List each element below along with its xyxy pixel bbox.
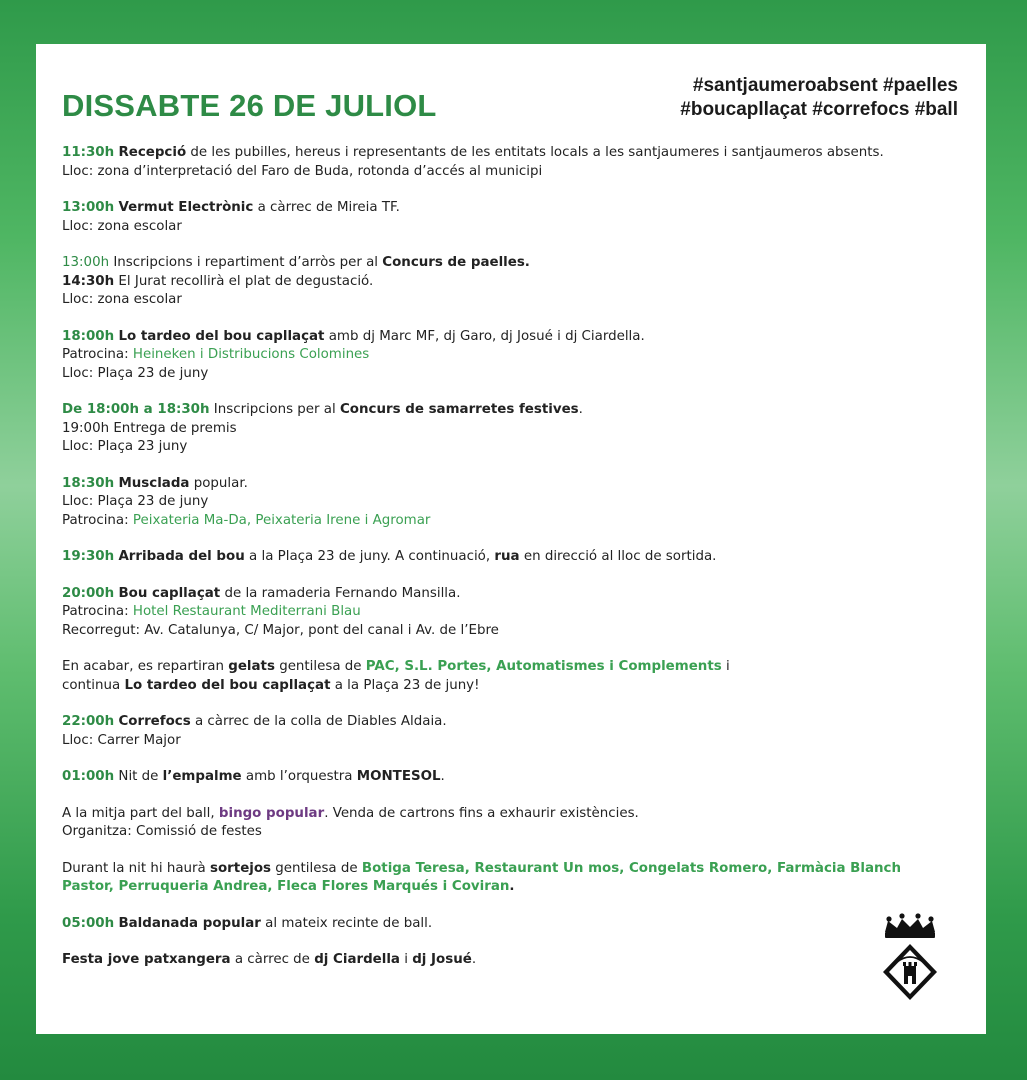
event-vermut <box>62 199 967 236</box>
event-desc: popular. <box>189 475 248 491</box>
event-desc: Durant la nit hi haurà <box>62 860 211 876</box>
municipal-crest-icon <box>880 912 940 1004</box>
page-title: DISSABTE 26 DE JULIOL <box>62 88 437 123</box>
event-desc: a la Plaça 23 de juny. A continuació, <box>244 549 495 564</box>
event-end: . <box>578 402 583 417</box>
event-place: Lloc: zona d’interpretació del Faro de Buda, rotonda d’accés al municipi <box>62 163 543 179</box>
event-desc: a càrrec de <box>230 952 315 967</box>
event-time: 13:00h <box>62 200 115 215</box>
event-tardeo <box>62 328 967 384</box>
event-place: Lloc: Carrer Major <box>62 732 181 748</box>
event-gelats <box>62 658 967 695</box>
event-desc: de la ramaderia Fernando Mansilla. <box>220 585 461 601</box>
event-time: 19:30h <box>62 549 115 564</box>
event-desc: Nit de <box>114 769 163 784</box>
event-time: 01:00h <box>62 769 115 784</box>
event-name: Bou capllaçat <box>118 585 221 601</box>
event-desc: al mateix recinte de ball. <box>260 915 433 931</box>
event-time: 18:30h <box>62 475 115 491</box>
event-desc: a càrrec de Mireia TF. <box>253 200 400 215</box>
event-time: 22:00h <box>62 714 115 729</box>
sponsor-label: Patrocina: <box>62 347 133 362</box>
event-name: Musclada <box>118 475 190 491</box>
event-sortejos <box>62 860 967 897</box>
event-desc-post-2: a la Plaça 23 de juny! <box>330 677 480 693</box>
event-end: . <box>440 769 445 784</box>
event-name: Baldanada popular <box>118 915 261 931</box>
event-name-2: MONTESOL <box>356 769 441 784</box>
sponsor-name: PAC, S.L. Portes, Automatismes i Complements <box>365 659 722 674</box>
event-end: . <box>509 879 515 894</box>
event-time-2: 14:30h <box>62 273 115 289</box>
event-name: Correfocs <box>118 714 191 729</box>
event-time: De 18:00h a 18:30h <box>62 402 210 417</box>
event-name-2: dj Ciardella <box>314 952 400 967</box>
event-desc-mid: i <box>399 952 413 967</box>
event-paelles <box>62 254 967 310</box>
event-time: 20:00h <box>62 585 115 601</box>
event-desc: de les pubilles, hereus i representants de les entitats locals a les santjaumeres i santjaumeros absents. <box>186 145 884 160</box>
event-desc-2: amb l’orquestra <box>241 769 357 784</box>
event-bou <box>62 585 967 641</box>
event-place: Lloc: Plaça 23 juny <box>62 439 188 454</box>
event-desc-2: en direcció al lloc de sortida. <box>519 549 717 564</box>
event-name: bingo popular <box>218 805 325 821</box>
sponsor-label: Patrocina: <box>62 512 133 528</box>
event-name: Arribada del bou <box>118 549 245 564</box>
event-desc-mid: gentilesa de <box>274 659 366 674</box>
event-name: Lo tardeo del bou capllaçat <box>118 328 325 344</box>
sponsor-name: Botiga Teresa, Restaurant Un mos, Congelats Romero, Farmàcia Blanch <box>361 860 902 876</box>
event-name: Festa jove patxangera <box>62 952 231 967</box>
hashtags <box>680 74 958 122</box>
event-name: Recepció <box>118 145 187 160</box>
event-desc-post: i <box>721 659 730 674</box>
event-empalme <box>62 768 967 787</box>
event-desc: Inscripcions per al <box>209 402 340 417</box>
sponsor-name: Peixateria Ma-Da, Peixateria Irene i Agromar <box>132 512 431 528</box>
event-name-3: dj Josué <box>412 952 472 967</box>
event-arribada <box>62 548 967 567</box>
event-route: Recorregut: Av. Catalunya, C/ Major, pont del canal i Av. de l’Ebre <box>62 622 499 638</box>
event-samarretes <box>62 401 967 457</box>
event-place: Lloc: zona escolar <box>62 292 182 307</box>
event-baldanada <box>62 915 967 934</box>
event-bingo <box>62 805 967 842</box>
event-name: sortejos <box>210 860 272 876</box>
event-place: Lloc: Plaça 23 de juny <box>62 494 209 509</box>
sponsor-name: Heineken i Distribucions Colomines <box>132 347 370 362</box>
event-end: . <box>471 952 477 967</box>
sponsor-name-2: Pastor, Perruqueria Andrea, Fleca Flores Marqués i Coviran <box>62 879 510 894</box>
event-desc: amb dj Marc MF, dj Garo, dj Josué i dj Ciardella. <box>324 328 645 344</box>
event-reception <box>62 144 967 181</box>
event-name: l’empalme <box>162 769 242 784</box>
sponsor-name: Hotel Restaurant Mediterrani Blau <box>132 604 361 619</box>
event-name: Concurs de samarretes festives <box>339 402 579 417</box>
program-card <box>36 44 986 1034</box>
event-name-2: rua <box>494 549 520 564</box>
event-time: 18:00h <box>62 328 115 344</box>
event-desc-2: continua <box>62 677 125 693</box>
event-time: 13:00h <box>62 255 110 270</box>
sponsor-label: Patrocina: <box>62 604 133 619</box>
hashtags-line-1: #santjaumeroabsent #paelles <box>692 75 958 96</box>
event-name: Vermut Electrònic <box>118 200 254 215</box>
event-desc: A la mitja part del ball, <box>62 805 219 821</box>
event-desc: En acabar, es repartiran <box>62 659 229 674</box>
event-desc: Inscripcions i repartiment d’arròs per al <box>109 255 383 270</box>
schedule-list <box>62 144 967 988</box>
event-place: Lloc: zona escolar <box>62 218 182 234</box>
event-festa-jove <box>62 951 967 970</box>
event-name: Concurs de paelles. <box>382 255 530 270</box>
event-correfocs <box>62 713 967 750</box>
event-musclada <box>62 475 967 531</box>
event-awards: 19:00h Entrega de premis <box>62 420 237 436</box>
event-time: 11:30h <box>62 145 115 160</box>
event-desc-2: El Jurat recollirà el plat de degustació. <box>114 273 374 289</box>
event-organizer: Organitza: Comissió de festes <box>62 824 262 839</box>
event-name-2: Lo tardeo del bou capllaçat <box>124 677 331 693</box>
event-desc: a càrrec de la colla de Diables Aldaia. <box>190 714 447 729</box>
event-desc-post: . Venda de cartrons fins a exhaurir existències. <box>324 805 639 821</box>
hashtags-line-2: #boucapllaçat #correfocs #ball <box>680 99 958 120</box>
event-desc-mid: gentilesa de <box>271 860 362 876</box>
event-time: 05:00h <box>62 915 115 931</box>
event-place: Lloc: Plaça 23 de juny <box>62 365 209 381</box>
event-name: gelats <box>228 659 275 674</box>
